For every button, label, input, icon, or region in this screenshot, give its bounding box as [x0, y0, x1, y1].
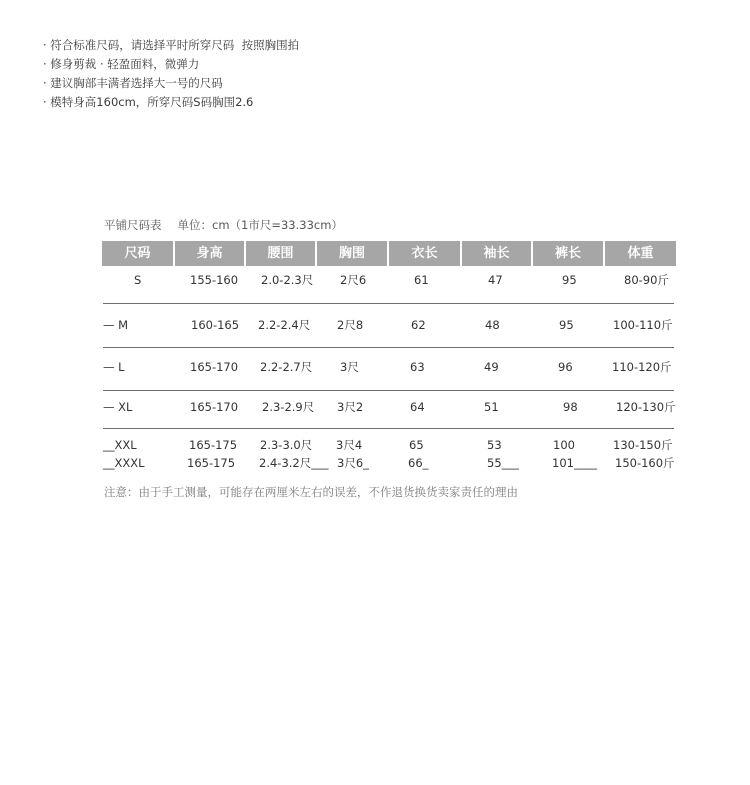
- cell-height: 165-170: [190, 400, 239, 414]
- note-line: · 修身剪裁 · 轻盈面料，微弹力: [43, 57, 200, 71]
- cell-pants: 96: [558, 360, 573, 374]
- cell-size: — L: [103, 360, 125, 374]
- cell-size: S: [134, 273, 142, 287]
- row-divider: [103, 303, 674, 304]
- row-divider: [103, 390, 674, 391]
- cell-sleeve: 47: [488, 273, 503, 287]
- header-sleeve: 袖长: [462, 241, 531, 266]
- header-height: 身高: [175, 241, 244, 266]
- cell-waist: 2.4-3.2尺___: [259, 456, 329, 470]
- cell-length: 64: [410, 400, 425, 414]
- cell-waist: 2.2-2.4尺: [258, 318, 311, 332]
- cell-size: — XL: [103, 400, 133, 414]
- cell-weight: 80-90斤: [624, 273, 669, 287]
- cell-sleeve: 48: [485, 318, 500, 332]
- header-weight: 体重: [605, 241, 676, 266]
- cell-length: 65: [409, 438, 424, 452]
- cell-pants: 98: [563, 400, 578, 414]
- cell-weight: 130-150斤: [613, 438, 673, 452]
- cell-length: 61: [414, 273, 429, 287]
- header-size: 尺码: [102, 241, 173, 266]
- cell-chest: 3尺4: [336, 438, 363, 452]
- measurement-disclaimer: 注意：由于手工测量，可能存在两厘米左右的误差，不作退货换货卖家责任的理由: [104, 485, 518, 499]
- cell-length: 62: [411, 318, 426, 332]
- cell-waist: 2.3-2.9尺: [262, 400, 315, 414]
- note-line: · 建议胸部丰满者选择大一号的尺码: [43, 76, 223, 90]
- cell-pants: 95: [562, 273, 577, 287]
- cell-weight: 120-130斤: [616, 400, 676, 414]
- cell-size: __XXL: [103, 438, 137, 452]
- cell-weight: 110-120斤: [612, 360, 672, 374]
- cell-waist: 2.0-2.3尺: [261, 273, 314, 287]
- header-length: 衣长: [389, 241, 460, 266]
- cell-height: 165-175: [187, 456, 236, 470]
- cell-height: 160-165: [191, 318, 240, 332]
- cell-weight: 150-160斤: [615, 456, 675, 470]
- cell-waist: 2.2-2.7尺: [260, 360, 313, 374]
- cell-sleeve: 51: [484, 400, 499, 414]
- cell-pants: 95: [559, 318, 574, 332]
- cell-chest: 2尺8: [337, 318, 364, 332]
- cell-length: 66_: [408, 456, 429, 470]
- cell-chest: 3尺: [340, 360, 359, 374]
- cell-sleeve: 53: [487, 438, 502, 452]
- cell-pants: 100: [553, 438, 575, 452]
- cell-sleeve: 55___: [487, 456, 519, 470]
- cell-height: 165-170: [190, 360, 239, 374]
- size-chart-title: [104, 217, 343, 233]
- header-pants: 裤长: [533, 241, 603, 266]
- size-chart-name: 平铺尺码表: [104, 218, 162, 232]
- cell-length: 63: [410, 360, 425, 374]
- header-waist: 腰围: [246, 241, 315, 266]
- cell-size: — M: [103, 318, 129, 332]
- cell-size: __XXXL: [103, 456, 145, 470]
- cell-pants: 101____: [552, 456, 597, 470]
- cell-waist: 2.3-3.0尺: [260, 438, 313, 452]
- size-chart-unit: 单位：cm（1市尺=33.33cm）: [177, 218, 343, 232]
- cell-chest: 2尺6: [340, 273, 367, 287]
- cell-chest: 3尺2: [337, 400, 364, 414]
- cell-weight: 100-110斤: [613, 318, 673, 332]
- cell-sleeve: 49: [484, 360, 499, 374]
- cell-height: 165-175: [189, 438, 238, 452]
- note-line: · 模特身高160cm，所穿尺码S码胸围2.6: [43, 95, 254, 109]
- cell-height: 155-160: [190, 273, 239, 287]
- product-notes: [43, 36, 303, 112]
- header-chest: 胸围: [317, 241, 387, 266]
- row-divider: [103, 428, 674, 429]
- row-divider: [103, 347, 674, 348]
- note-line: · 符合标准尺码，请选择平时所穿尺码 按照胸围拍: [43, 38, 300, 52]
- cell-chest: 3尺6_: [337, 456, 369, 470]
